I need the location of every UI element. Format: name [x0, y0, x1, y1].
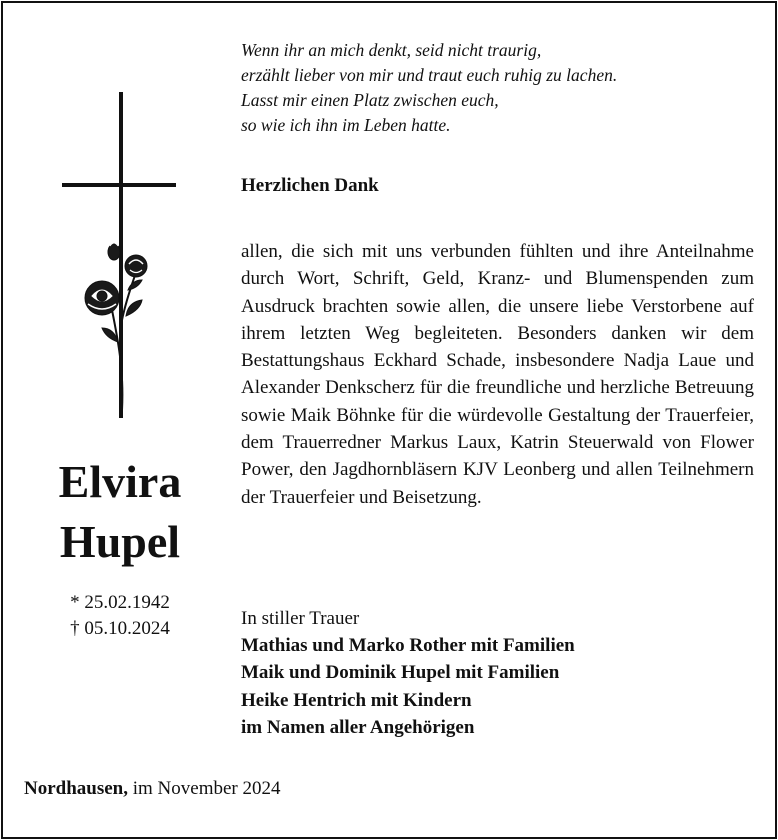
thanks-title: Herzlichen Dank — [241, 175, 379, 196]
death-date: † 05.10.2024 — [70, 618, 170, 639]
mourner-line: Heike Hentrich mit Kindern — [241, 689, 472, 711]
poem-line: so wie ich ihn im Leben hatte. — [241, 115, 451, 135]
deceased-first-name: Elvira — [58, 456, 182, 507]
mourner-line: im Namen aller Angehörigen — [241, 716, 475, 738]
mourners — [241, 605, 761, 741]
place-date — [24, 776, 281, 802]
life-dates — [20, 590, 220, 642]
poem-line: erzählt lieber von mir und traut euch ruhig zu lachen. — [241, 65, 618, 85]
poem-line: Wenn ihr an mich denkt, seid nicht traurig, — [241, 40, 542, 60]
footer-date: im November 2024 — [132, 778, 281, 799]
cross-icon — [40, 90, 200, 420]
mourner-line: Maik und Dominik Hupel mit Familien — [241, 662, 560, 684]
deceased-name — [20, 452, 220, 572]
rose-icon — [85, 243, 147, 410]
mourner-line: Mathias und Marko Rother mit Familien — [241, 635, 575, 657]
thanks-body: allen, die sich mit uns verbunden fühlten und ihre Anteilnahme durch Wort, Schrift, Geld, Kranz- und Blumenspenden zum Ausdruck brachten sowie allen, die unsere liebe Verstorbene auf ihrem letzten Weg begleiteten. Besonders danken wir dem Bestattungshaus Eckhard Schade, insbesondere Nadja Laue und Alexander Denkscherz für die freundliche und herzliche Betreuung sowie Maik Böhnke für die würdevolle Gestaltung der Trauerfeier, dem Trauerredner Markus Laux, Katrin Steuerwald von Flower Power, den Jagdhornbläsern KJV Leonberg und allen Teilnehmern der Trauerfeier und Beisetzung. — [241, 241, 754, 508]
poem-line: Lasst mir einen Platz zwischen euch, — [241, 90, 499, 110]
birth-date: * 25.02.1942 — [70, 592, 170, 613]
footer-city: Nordhausen, — [24, 778, 128, 799]
poem — [241, 38, 761, 138]
deceased-last-name: Hupel — [59, 516, 181, 567]
mourners-intro: In stiller Trauer — [241, 608, 360, 629]
